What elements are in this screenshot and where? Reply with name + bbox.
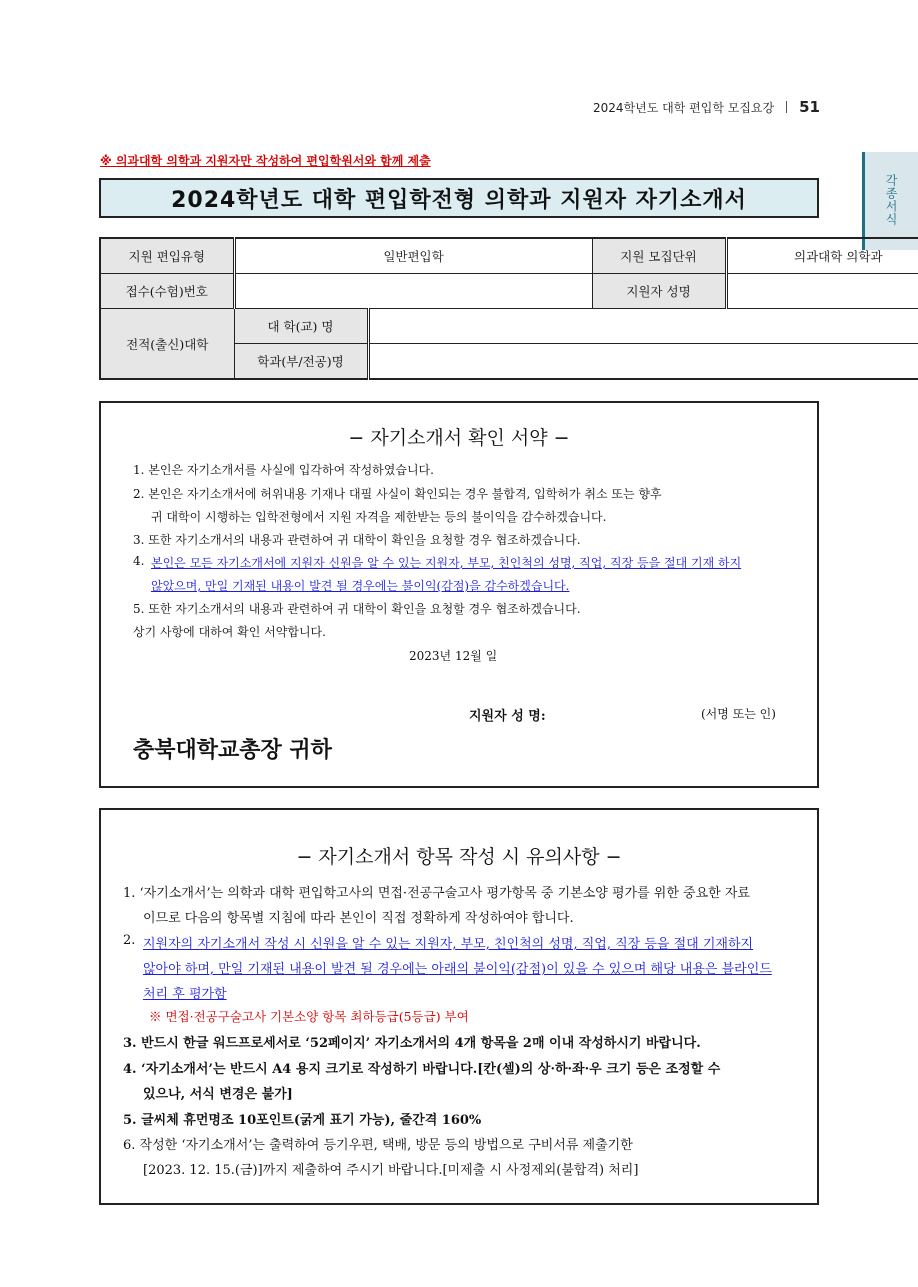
pledge-item-highlight: 않았으며, 만일 기재된 내용이 발견 될 경우에는 불이익(감점)을 감수하겠습니다. (151, 579, 570, 593)
pledge-title: − 자기소개서 확인 서약 − (348, 427, 570, 449)
guideline-item: 이므로 다음의 항목별 지침에 따라 본인이 직접 정확하게 작성하여야 합니다. (143, 911, 574, 926)
guideline-item: [2023. 12. 15.(금)]까지 제출하여 주시기 바랍니다.[미제출 시 사정제외(불합격) 처리] (143, 1163, 639, 1178)
section-side-tab (862, 152, 918, 250)
page-header (593, 96, 820, 118)
applicant-name-label: 지원자 성명 (592, 274, 726, 309)
pledge-item: 5. 또한 자기소개서의 내용과 관련하여 귀 대학이 확인을 요청할 경우 협조하겠습니다. (133, 602, 581, 616)
signature-label: 지원자 성 명: (469, 709, 546, 724)
page-number: 51 (799, 98, 820, 116)
pledge-item: 2. 본인은 자기소개서에 허위내용 기재나 대필 사실이 확인되는 경우 불합격, 입학허가 취소 또는 향후 (133, 487, 662, 501)
applicant-info-table (99, 237, 918, 380)
pledge-item-number: 4. (133, 554, 145, 568)
recipient: 충북대학교총장 귀하 (133, 738, 332, 763)
previous-university-label: 전적(출신)대학 (100, 309, 234, 380)
header-divider (786, 101, 787, 113)
pledge-item-highlight: 본인은 모든 자기소개서에 지원자 신원을 알 수 있는 지원자, 부모, 친인척의 성명, 직업, 직장 등을 절대 기재 하지 (151, 556, 742, 570)
pledge-item: 귀 대학이 시행하는 입학전형에서 지원 자격을 제한받는 등의 불이익을 감수하겠습니다. (151, 510, 607, 524)
university-name-field[interactable] (368, 309, 918, 344)
admission-type-label: 지원 편입유형 (100, 238, 234, 274)
guidelines-title: − 자기소개서 항목 작성 시 유의사항 − (296, 846, 622, 868)
guidelines-box (99, 808, 819, 1205)
guideline-item-highlight: 않아야 하며, 만일 기재된 내용이 발견 될 경우에는 아래의 불이익(감점)이 있을 수 있으며 해당 내용은 블라인드 (143, 962, 772, 977)
department-field[interactable] (368, 344, 918, 380)
pledge-confirmation: 상기 사항에 대하여 확인 서약합니다. (133, 625, 326, 639)
department-label: 학과(부/전공)명 (234, 344, 368, 380)
document-title: 2024학년도 대학 편입학전형 의학과 지원자 자기소개서 (99, 178, 819, 218)
exam-number-label: 접수(수험)번호 (100, 274, 234, 309)
guideline-item-highlight: 지원자의 자기소개서 작성 시 신원을 알 수 있는 지원자, 부모, 친인척의 성명, 직업, 직장 등을 절대 기재하지 (143, 937, 754, 952)
guideline-item-highlight: 처리 후 평가함 (143, 987, 227, 1002)
signature-hint[interactable]: (서명 또는 인) (701, 707, 776, 721)
guideline-penalty-note: ※ 면접·전공구술고사 기본소양 항목 최하등급(5등급) 부여 (149, 1009, 469, 1024)
admission-type-value[interactable]: 일반편입학 (234, 238, 592, 274)
guideline-item: 3. 반드시 한글 워드프로세서로 ‘52페이지’ 자기소개서의 4개 항목을 2매 이내 작성하시기 바랍니다. (123, 1036, 701, 1051)
guideline-item: 1. ‘자기소개서’는 의학과 대학 편입학고사의 면접·전공구술고사 평가항목 중 기본소양 평가를 위한 중요한 자료 (123, 886, 750, 901)
guideline-item: 5. 글씨체 휴먼명조 10포인트(굵게 표기 가능), 줄간격 160% (123, 1113, 482, 1128)
university-name-label: 대 학(교) 명 (234, 309, 368, 344)
guideline-item: 6. 작성한 ‘자기소개서’는 출력하여 등기우편, 택배, 방문 등의 방법으로 구비서류 제출기한 (123, 1138, 633, 1153)
recruit-unit-value[interactable]: 의과대학 의학과 (726, 238, 918, 274)
pledge-date: 2023년 12월 일 (409, 649, 498, 663)
table-row (100, 274, 918, 309)
pledge-item: 1. 본인은 자기소개서를 사실에 입각하여 작성하였습니다. (133, 463, 434, 477)
submission-notice: ※ 의과대학 의학과 지원자만 작성하여 편입학원서와 함께 제출 (100, 154, 431, 168)
guideline-item: 4. ‘자기소개서’는 반드시 A4 용지 크기로 작성하기 바랍니다.[칸(셀)의 상·하·좌·우 크기 등은 조정할 수 (123, 1062, 721, 1077)
applicant-name-field[interactable] (726, 274, 918, 309)
guideline-item: 있으나, 서식 변경은 불가] (143, 1087, 293, 1102)
side-tab-label: 각종서식 (884, 174, 898, 226)
pledge-box (99, 401, 819, 788)
table-row (100, 238, 918, 274)
pledge-item: 3. 또한 자기소개서의 내용과 관련하여 귀 대학이 확인을 요청할 경우 협조하겠습니다. (133, 533, 581, 547)
table-row (100, 309, 918, 344)
exam-number-field[interactable] (234, 274, 592, 309)
guideline-item-number: 2. (123, 933, 136, 948)
recruit-unit-label: 지원 모집단위 (592, 238, 726, 274)
booklet-title: 2024학년도 대학 편입학 모집요강 (593, 100, 775, 115)
